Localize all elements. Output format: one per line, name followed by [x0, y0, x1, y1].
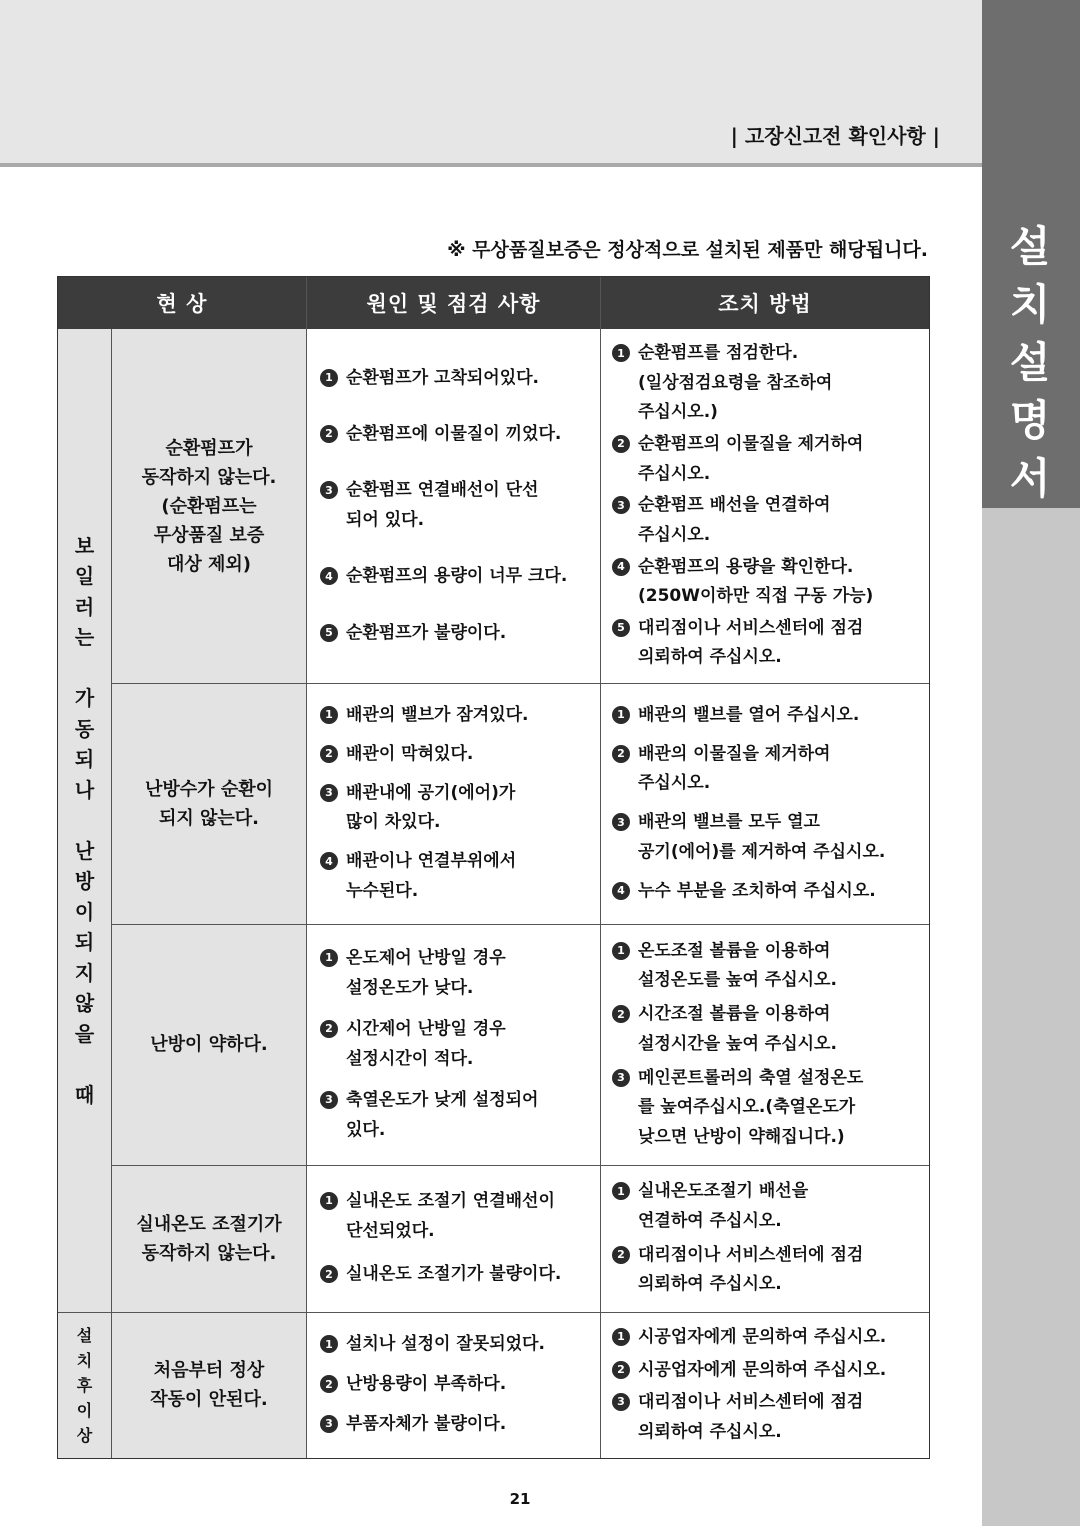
section-tab-char: 설	[1009, 222, 1051, 271]
grid-line	[600, 277, 601, 1458]
group-label-char: 가	[74, 686, 95, 711]
troubleshooting-table	[57, 276, 930, 1459]
cause-text: 실내온도 조절기가 불량이다.	[346, 1264, 562, 1285]
symptom-cell: 처음부터 정상 작동이 안된다.	[150, 1360, 268, 1410]
action-text: 배관의 밸브를 모두 열고 공기(에어)를 제거하여 주십시오.	[638, 812, 886, 862]
action-text: 배관의 밸브를 열어 주십시오.	[638, 704, 860, 725]
group-label-char: 을	[74, 1021, 95, 1046]
cause-text: 순환펌프에 이물질이 끼었다.	[346, 424, 562, 445]
header-rule	[0, 163, 982, 167]
group-label-char: 상	[76, 1425, 93, 1445]
symptom-cell: 난방수가 순환이 되지 않는다.	[145, 778, 273, 829]
action-text: 대리점이나 서비스센터에 점검 의뢰하여 주십시오.	[638, 1392, 864, 1442]
group-label-char: 보	[74, 533, 95, 558]
action-text: 순환펌프의 이물질을 제거하여 주십시오.	[638, 434, 864, 484]
action-text: 시공업자에게 문의하여 주십시오.	[638, 1359, 887, 1380]
group-label-char: 설	[76, 1325, 93, 1345]
cause-text: 부품자체가 불량이다.	[346, 1414, 507, 1435]
number-bullet-icon: 1	[612, 1328, 630, 1346]
cause-item	[320, 1410, 596, 1440]
cause-item	[320, 1086, 596, 1145]
group-label-char: 후	[76, 1375, 93, 1395]
number-bullet-icon: 3	[320, 1091, 338, 1109]
action-item	[612, 1064, 925, 1153]
action-text: 시공업자에게 문의하여 주십시오.	[638, 1327, 887, 1347]
action-item	[612, 808, 925, 867]
action-item	[612, 877, 925, 907]
cause-item	[320, 701, 596, 731]
number-bullet-icon: 2	[612, 1005, 630, 1023]
number-bullet-icon: 2	[320, 425, 338, 443]
number-bullet-icon: 3	[320, 1415, 338, 1433]
action-item	[612, 491, 925, 550]
number-bullet-icon: 4	[612, 558, 630, 576]
group-label-char: 않	[74, 991, 95, 1016]
action-list	[612, 1320, 925, 1450]
column-header-action: 조치 방법	[718, 292, 812, 316]
action-text: 배관의 이물질을 제거하여 주십시오.	[638, 743, 831, 794]
cause-item	[320, 944, 596, 1003]
grid-line	[306, 277, 307, 1458]
cause-text: 배관이나 연결부위에서 누수된다.	[346, 851, 517, 901]
group-label-char: 되	[74, 930, 95, 955]
symptom-cell: 난방이 약하다.	[150, 1034, 268, 1055]
action-item	[612, 1388, 925, 1447]
action-item	[612, 1356, 925, 1386]
section-tab-char: 명	[1009, 395, 1051, 445]
action-text: 시간조절 볼륨을 이용하여 설정시간을 높여 주십시오.	[638, 1004, 837, 1054]
table-header	[58, 277, 929, 329]
number-bullet-icon: 1	[612, 942, 630, 960]
cause-text: 설치나 설정이 잘못되었다.	[346, 1334, 545, 1355]
number-bullet-icon: 2	[612, 435, 630, 453]
group-label	[58, 1312, 111, 1458]
number-bullet-icon: 2	[320, 1375, 338, 1393]
action-text: 순환펌프의 용량을 확인한다. (250W이하만 직접 구동 가능)	[638, 556, 874, 606]
group-label-char: 방	[74, 869, 95, 894]
group-label-char: 러	[74, 594, 95, 619]
number-bullet-icon: 1	[320, 1335, 338, 1353]
action-list	[612, 691, 925, 916]
action-list	[612, 337, 925, 675]
cause-item	[320, 1015, 596, 1074]
number-bullet-icon: 1	[320, 706, 338, 724]
action-item	[612, 740, 925, 799]
cause-text: 실내온도 조절기 연결배선이 단선되었다.	[346, 1191, 555, 1241]
action-item	[612, 937, 925, 996]
action-text: 누수 부분을 조치하여 주십시오.	[638, 880, 876, 901]
group-label-char: 나	[74, 777, 95, 802]
cause-text: 순환펌프가 불량이다.	[346, 622, 507, 643]
section-tab-char: 설	[1009, 337, 1051, 387]
group-label-char: 는	[74, 625, 95, 650]
number-bullet-icon: 2	[320, 1020, 338, 1038]
action-item	[612, 1241, 925, 1300]
group-label-char: 지	[74, 960, 95, 985]
cause-text: 온도제어 난방일 경우 설정온도가 낮다.	[346, 948, 506, 998]
section-tab-char: 치	[1009, 279, 1051, 329]
action-item	[612, 430, 925, 489]
number-bullet-icon: 1	[612, 344, 630, 362]
action-text: 대리점이나 서비스센터에 점검 의뢰하여 주십시오.	[638, 1244, 864, 1295]
action-text: 순환펌프 배선을 연결하여 주십시오.	[638, 495, 831, 545]
number-bullet-icon: 5	[320, 624, 338, 642]
cause-item	[320, 847, 596, 906]
column-header-cause: 원인 및 점검 사항	[366, 292, 541, 316]
cause-list	[320, 1173, 596, 1304]
action-text: 대리점이나 서비스센터에 점검 의뢰하여 주십시오.	[638, 617, 864, 668]
symptom-cell: 순환펌프가 동작하지 않는다. (순환펌프는 무상품질 보증 대상 제외)	[141, 437, 277, 575]
number-bullet-icon: 3	[612, 1393, 630, 1411]
group-label-char: 치	[76, 1350, 93, 1370]
action-text: 메인콘트롤러의 축열 설정온도 를 높여주십시오.(축열온도가 낮으면 난방이 약해집니다.)	[638, 1067, 864, 1147]
number-bullet-icon: 1	[320, 949, 338, 967]
number-bullet-icon: 4	[612, 882, 630, 900]
cause-text: 축열온도가 낮게 설정되어 있다.	[346, 1090, 539, 1140]
group-label-char: 이	[74, 899, 95, 924]
cause-item	[320, 619, 596, 649]
action-list	[612, 932, 925, 1157]
action-item	[612, 701, 925, 731]
number-bullet-icon: 3	[612, 496, 630, 514]
group-label-char: 이	[76, 1400, 93, 1420]
group-label-char: 난	[74, 838, 95, 863]
action-text: 순환펌프를 점검한다. (일상점검요령을 참조하여 주십시오.)	[638, 343, 833, 423]
cause-text: 시간제어 난방일 경우 설정시간이 적다.	[346, 1019, 506, 1069]
cause-list	[320, 932, 596, 1157]
number-bullet-icon: 2	[612, 1246, 630, 1264]
page-number: 21	[509, 1490, 531, 1508]
cause-text: 배관의 밸브가 잠겨있다.	[346, 704, 529, 725]
group-label-char: 때	[74, 1082, 95, 1107]
group-label-char: 일	[74, 564, 95, 589]
action-text: 온도조절 볼륨을 이용하여 설정온도를 높여 주십시오.	[638, 940, 837, 991]
cause-item	[320, 364, 596, 394]
number-bullet-icon: 2	[320, 1265, 338, 1283]
cause-item	[320, 1330, 596, 1360]
cause-item	[320, 1260, 596, 1290]
cause-list	[320, 1320, 596, 1450]
action-item	[612, 1177, 925, 1236]
cause-item	[320, 562, 596, 592]
number-bullet-icon: 1	[612, 706, 630, 724]
number-bullet-icon: 4	[320, 852, 338, 870]
page-header-title: | 고장신고전 확인사항 |	[730, 124, 940, 148]
group-label-char: 되	[74, 747, 95, 772]
number-bullet-icon: 3	[320, 784, 338, 802]
cause-text: 난방용량이 부족하다.	[346, 1374, 507, 1395]
cause-text: 배관내에 공기(에어)가 많이 차있다.	[346, 782, 516, 833]
number-bullet-icon: 3	[612, 1069, 630, 1087]
number-bullet-icon: 2	[612, 745, 630, 763]
cause-text: 순환펌프의 용량이 너무 크다.	[346, 566, 568, 587]
cause-item	[320, 740, 596, 770]
cause-list	[320, 691, 596, 916]
section-tab-label	[1000, 218, 1060, 508]
action-item	[612, 1000, 925, 1059]
number-bullet-icon: 3	[320, 481, 338, 499]
cause-item	[320, 779, 596, 838]
cause-item	[320, 420, 596, 450]
number-bullet-icon: 3	[612, 813, 630, 831]
number-bullet-icon: 5	[612, 619, 630, 637]
cause-item	[320, 1187, 596, 1246]
symptom-cell: 실내온도 조절기가 동작하지 않는다.	[136, 1213, 282, 1264]
action-item	[612, 614, 925, 673]
cause-text: 배관이 막혀있다.	[346, 743, 474, 764]
action-item	[612, 339, 925, 428]
number-bullet-icon: 1	[320, 1192, 338, 1210]
number-bullet-icon: 2	[612, 1361, 630, 1379]
group-label-char: 동	[74, 716, 95, 741]
number-bullet-icon: 1	[612, 1182, 630, 1200]
action-item	[612, 1323, 925, 1353]
cause-text: 순환펌프가 고착되어있다.	[346, 367, 540, 388]
warranty-notice: ※ 무상품질보증은 정상적으로 설치된 제품만 해당됩니다.	[447, 239, 928, 261]
cause-item	[320, 1370, 596, 1400]
action-item	[612, 553, 925, 612]
cause-text: 순환펌프 연결배선이 단선 되어 있다.	[346, 480, 539, 530]
cause-item	[320, 476, 596, 535]
cause-list	[320, 337, 596, 675]
group-label	[58, 329, 111, 1312]
action-list	[612, 1173, 925, 1304]
number-bullet-icon: 1	[320, 369, 338, 387]
column-header-symptom: 현 상	[156, 292, 208, 316]
number-bullet-icon: 4	[320, 567, 338, 585]
number-bullet-icon: 2	[320, 745, 338, 763]
action-text: 실내온도조절기 배선을 연결하여 주십시오.	[638, 1181, 809, 1231]
section-tab-char: 서	[1009, 453, 1051, 503]
